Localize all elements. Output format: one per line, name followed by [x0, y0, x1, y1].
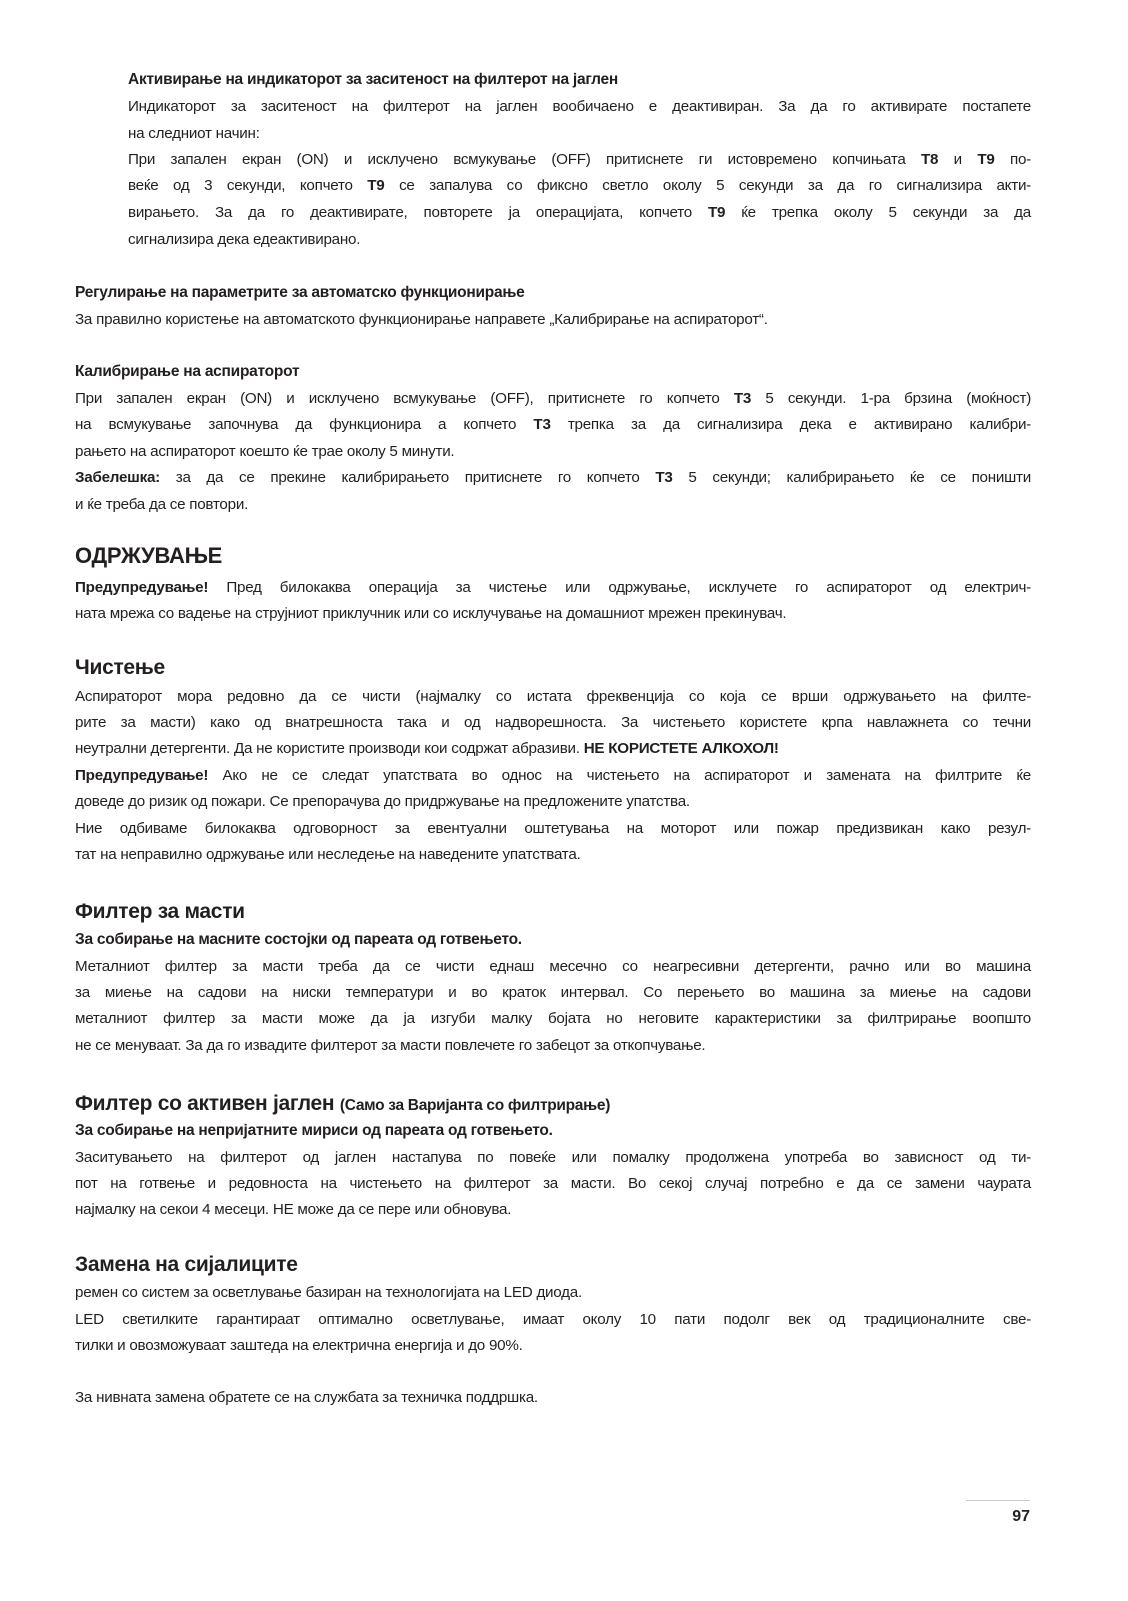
- text-segment: Пред билокаква операција за чистење или одржување, исклучете го аспираторот од електрич-: [208, 579, 1031, 596]
- bold-text-segment: Предупредување!: [75, 579, 209, 596]
- text-segment: не се менуваат. За да го извадите филтерот за масти повлечете го забецот за откопчување.: [75, 1037, 706, 1054]
- text-line: [75, 1282, 1031, 1304]
- section-subheading: За собирање на масните состојки од пареата од готвењето.: [75, 931, 522, 948]
- text-segment: најмалку на секои 4 месеци. НЕ може да се пере или обновува.: [75, 1201, 512, 1218]
- text-segment: Аспираторот мора редовно да се чисти (најмалку со истата фреквенција со која се врши одржувањето на филте-: [75, 688, 1031, 705]
- text-segment: на следниот начин:: [128, 125, 260, 142]
- text-line: [128, 123, 1031, 145]
- text-segment: за да се прекине калибрирањето притиснете го копчето: [159, 469, 656, 486]
- text-line: [75, 1147, 1031, 1169]
- text-segment: на всмукување започнува да функционира а копчето: [75, 416, 534, 433]
- section-heading: [75, 1091, 610, 1117]
- text-line: [75, 603, 1031, 625]
- text-segment: Заситувањето на филтерот од јаглен настапува по повеќе или помалку продолжена употреба во зависност од ти-: [75, 1149, 1031, 1166]
- text-line: [75, 441, 1031, 463]
- text-line: [128, 202, 1031, 224]
- section-heading-text: Калибрирање на аспираторот: [75, 363, 300, 380]
- bold-text-segment: T9: [707, 204, 726, 221]
- bold-text-segment: T3: [733, 390, 752, 407]
- text-line: [75, 1335, 1031, 1357]
- text-line: [75, 388, 1031, 410]
- text-segment: 5 секунди. 1-ра брзина (моќност): [751, 390, 1031, 407]
- bold-text-segment: T3: [655, 469, 673, 486]
- text-line: [75, 982, 1031, 1004]
- bold-text-segment: T3: [533, 416, 551, 433]
- text-line: [75, 1199, 1031, 1221]
- text-line: [128, 149, 1031, 171]
- section-heading: [75, 542, 222, 570]
- section-heading: [75, 1252, 298, 1278]
- section-heading-text: Замена на сијалиците: [75, 1253, 298, 1276]
- text-line: [75, 1173, 1031, 1195]
- text-segment: рите за масти) како од внатрешноста така и од надворешноста. За чистењето користете крпа навлажнета со течни: [75, 714, 1031, 731]
- text-line: [75, 765, 1031, 787]
- text-line: [75, 1035, 1031, 1057]
- bold-text-segment: T8: [921, 151, 939, 168]
- text-segment: Индикаторот за заситеност на филтерот на јаглен вообичаено е деактивиран. За да го активирате постапете: [128, 98, 1031, 115]
- text-segment: и ќе треба да се повтори.: [75, 496, 249, 513]
- bold-text-segment: Предупредување!: [75, 767, 209, 784]
- footer-rule: [966, 1500, 1030, 1501]
- text-segment: Ако не се следат упатствата во однос на чистењето на аспираторот и замената на филтрите ќе: [208, 767, 1031, 784]
- text-line: [75, 1309, 1031, 1331]
- page-number: 97: [1012, 1508, 1030, 1525]
- section-heading: [75, 899, 245, 925]
- section-heading-text: Регулирање на параметрите за автоматско функционирање: [75, 284, 525, 301]
- text-segment: тилки и овозможуваат заштеда на електрична енергија и до 90%.: [75, 1337, 523, 1354]
- section-heading: [75, 282, 525, 304]
- bold-text-segment: Забелешка:: [75, 469, 160, 486]
- text-segment: ната мрежа со вадење на струјниот приклучник или со исклучување на домашниот мрежен прекинувач.: [75, 605, 787, 622]
- bold-text-segment: T9: [367, 177, 385, 194]
- section-subheading: За собирање на непријатните мириси од пареата од готвењето.: [75, 1122, 553, 1139]
- text-segment: вирањето. За да го деактивирате, повторете ја операцијата, копчето: [128, 204, 708, 221]
- text-line: [75, 494, 1031, 516]
- text-segment: 5 секунди; калибрирањето ќе се поништи: [672, 469, 1031, 486]
- section-heading-text: ОДРЖУВАЊЕ: [75, 543, 223, 568]
- text-line: [75, 712, 1031, 734]
- bold-text-segment: НЕ КОРИСТЕТЕ АЛКОХОЛ!: [583, 740, 779, 757]
- text-segment: неутрални детергенти. Да не користите производи кои содржат абразиви.: [75, 740, 584, 757]
- bold-text-segment: T9: [977, 151, 995, 168]
- text-segment: LED светилките гарантираат оптимално осветлување, имаат околу 10 пати подолг век од традиционалните све-: [75, 1311, 1031, 1328]
- section-heading-note: (Само за Варијанта со филтрирање): [339, 1097, 611, 1114]
- text-segment: При запален екран (ON) и исклучено всмукување (OFF), притиснете го копчето: [75, 390, 734, 407]
- text-line: [75, 818, 1031, 840]
- text-line: [75, 844, 1031, 866]
- text-line: [75, 686, 1031, 708]
- text-line: [75, 1008, 1031, 1030]
- text-segment: и: [938, 151, 978, 168]
- text-segment: Металниот филтер за масти треба да се чисти еднаш месечно со неагресивни детергенти, рачно или во машина: [75, 958, 1031, 975]
- text-segment: веќе од 3 секунди, копчето: [128, 177, 368, 194]
- text-segment: за миење на садови на ниски температури и во краток интервал. Со перењето во машина за миење на садови: [75, 984, 1031, 1001]
- section-heading-text: Филтер за масти: [75, 900, 245, 923]
- text-segment: За нивната замена обратете се на службата за техничка поддршка.: [75, 1389, 538, 1406]
- section-heading: [128, 69, 618, 91]
- text-line: [75, 414, 1031, 436]
- text-segment: металниот филтер за масти може да ја изгуби малку бојата но неговите карактеристики за филтрирање воопшто: [75, 1010, 1031, 1027]
- text-line: [75, 577, 1031, 599]
- text-segment: Ние одбиваме билокаква одговорност за евентуални оштетувања на моторот или пожар предизвикан како резул-: [75, 820, 1031, 837]
- text-segment: За правилно користење на автоматското функционирање направете „Калибрирање на аспираторот“.: [75, 311, 768, 328]
- text-line: [75, 791, 1031, 813]
- text-line: [75, 956, 1031, 978]
- text-segment: рањето на аспираторот коешто ќе трае околу 5 минути.: [75, 443, 455, 460]
- text-line: [128, 96, 1031, 118]
- text-line: [128, 175, 1031, 197]
- text-line: [75, 309, 1031, 331]
- text-line: [128, 229, 1031, 251]
- text-segment: ремен со систем за осветлување базиран на технологијата на LED диода.: [75, 1284, 582, 1301]
- section-heading: [75, 655, 165, 681]
- section-heading-text: Филтер со активен јаглен: [75, 1092, 335, 1115]
- section-heading: [75, 361, 299, 383]
- text-line: [75, 1387, 1031, 1409]
- text-segment: тат на неправилно одржување или неследење на наведените упатствата.: [75, 846, 581, 863]
- text-segment: При запален екран (ON) и исклучено всмукување (OFF) притиснете ги истовремено копчињата: [128, 151, 922, 168]
- text-segment: ќе трепка околу 5 секунди за да: [725, 204, 1031, 221]
- text-segment: трепка за да сигнализира дека е активирано калибри-: [550, 416, 1031, 433]
- text-segment: доведе до ризик од пожари. Се препорачува до придржување на предложените упатства.: [75, 793, 690, 810]
- text-segment: се запалува со фиксно светло околу 5 секунди за да го сигнализира акти-: [384, 177, 1031, 194]
- text-segment: по-: [994, 151, 1031, 168]
- text-segment: пот на готвење и редовноста на чистењето на филтерот за масти. Во секој случај потребно е да се замени чаурата: [75, 1175, 1031, 1192]
- text-line: [75, 467, 1031, 489]
- section-heading-text: Активирање на индикаторот за заситеност на филтерот на јаглен: [128, 71, 619, 88]
- text-line: [75, 738, 1031, 760]
- text-segment: сигнализира дека едеактивирано.: [128, 231, 361, 248]
- section-heading-text: Чистење: [75, 656, 165, 679]
